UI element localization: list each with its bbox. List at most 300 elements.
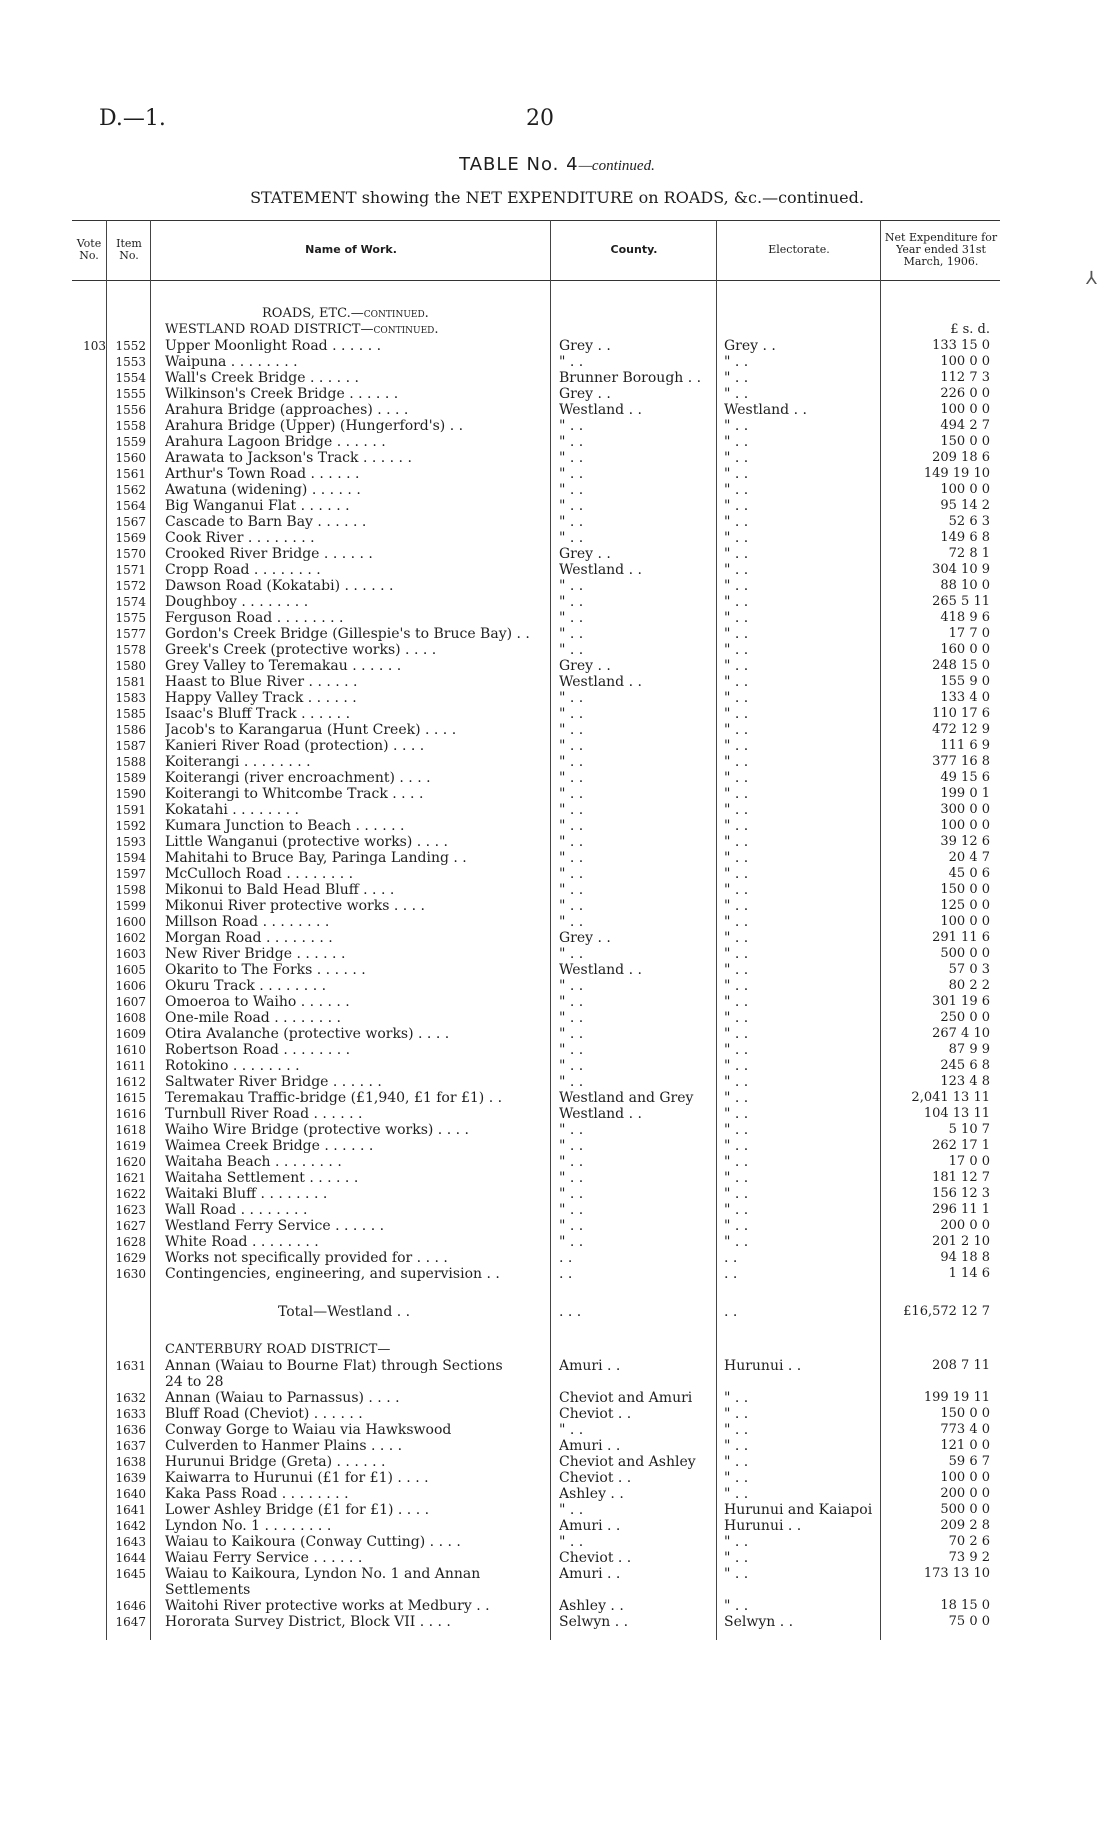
work-name: Annan (Waiau to Parnassus) . . . . [165,1390,400,1406]
table-row [72,1614,1000,1630]
item-number: 1612 [115,1075,146,1089]
net-expenditure: 472 12 9 [932,722,990,737]
electorate: " . . [724,450,749,466]
item-number: 1647 [115,1615,146,1629]
spacer [72,1320,1000,1342]
electorate: " . . [724,850,749,866]
table-row [72,738,1000,754]
electorate: " . . [724,610,749,626]
electorate: " . . [724,1058,749,1074]
work-name: Waipuna . . . . . . . . [165,354,298,370]
item-number: 1643 [115,1535,146,1549]
net-expenditure: 250 0 0 [940,1010,990,1025]
table-row [72,1422,1000,1438]
work-name: Arahura Bridge (Upper) (Hungerford's) . . [165,418,464,434]
work-name: Ferguson Road . . . . . . . . [165,610,344,626]
electorate: " . . [724,498,749,514]
item-number: 1580 [115,659,146,673]
electorate: " . . [724,898,749,914]
net-expenditure: 377 16 8 [932,754,990,769]
net-expenditure: 80 2 2 [948,978,990,993]
item-number: 1619 [115,1139,146,1153]
table-row [72,1486,1000,1502]
net-expenditure: 1 14 6 [948,1266,990,1281]
electorate: " . . [724,1170,749,1186]
county: Ashley . . [559,1486,624,1502]
work-name: Robertson Road . . . . . . . . [165,1042,351,1058]
electorate: " . . [724,1234,749,1250]
county: . . [559,1250,573,1266]
county: " . . [559,578,584,594]
table-row [72,962,1000,978]
work-name: Happy Valley Track . . . . . . [165,690,357,706]
work-name: Waimea Creek Bridge . . . . . . [165,1138,374,1154]
net-expenditure: 17 7 0 [948,626,990,641]
total-westland-county: . . . [559,1304,582,1320]
county: Cheviot . . [559,1470,632,1486]
work-name: Conway Gorge to Waiau via Hawkswood [165,1422,452,1438]
table-row [72,562,1000,578]
work-name: New River Bridge . . . . . . [165,946,346,962]
net-expenditure: 72 8 1 [948,546,990,561]
county: . . [559,1266,573,1282]
table-row [72,354,1000,370]
county: Amuri . . [559,1518,621,1534]
work-name: Crooked River Bridge . . . . . . [165,546,373,562]
work-name: Okarito to The Forks . . . . . . [165,962,366,978]
table-row [72,1058,1000,1074]
table-row [72,1454,1000,1470]
page-number: 20 [526,106,554,131]
county: " . . [559,1154,584,1170]
net-expenditure: 262 17 1 [932,1138,990,1153]
county: Grey . . [559,658,611,674]
electorate: " . . [724,1074,749,1090]
net-expenditure: 208 7 11 [932,1358,990,1373]
county: Westland . . [559,962,642,978]
work-name: Waiau Ferry Service . . . . . . [165,1550,363,1566]
table-row [72,850,1000,866]
county: Cheviot and Amuri [559,1390,693,1406]
work-name: Waitaha Beach . . . . . . . . [165,1154,342,1170]
item-number: 1636 [115,1423,146,1437]
electorate: " . . [724,1390,749,1406]
expenditure-table [72,220,1000,1640]
table-body [72,306,1000,1630]
item-number: 1585 [115,707,146,721]
electorate: " . . [724,1154,749,1170]
total-westland-row [72,1304,1000,1320]
table-row [72,690,1000,706]
district-canterbury-row [72,1342,1000,1358]
work-name: Otira Avalanche (protective works) . . . . [165,1026,450,1042]
electorate: " . . [724,946,749,962]
county: " . . [559,482,584,498]
electorate: " . . [724,658,749,674]
table-row [72,338,1000,354]
electorate: " . . [724,482,749,498]
electorate: " . . [724,1406,749,1422]
electorate: " . . [724,466,749,482]
county: " . . [559,434,584,450]
county: " . . [559,1534,584,1550]
item-number: 1577 [115,627,146,641]
county: " . . [559,1010,584,1026]
table-row [72,1438,1000,1454]
net-expenditure: 149 6 8 [940,530,990,545]
electorate: " . . [724,1486,749,1502]
electorate: " . . [724,1186,749,1202]
col-name-label: Name of Work. [305,243,397,256]
electorate: " . . [724,1438,749,1454]
county: " . . [559,642,584,658]
table-row [72,946,1000,962]
table-row [72,530,1000,546]
table-row [72,546,1000,562]
electorate: " . . [724,418,749,434]
net-expenditure: 104 13 11 [923,1106,990,1121]
table-row [72,1502,1000,1518]
net-expenditure: 94 18 8 [940,1250,990,1265]
work-name: Isaac's Bluff Track . . . . . . [165,706,351,722]
county: " . . [559,1170,584,1186]
item-number: 1571 [115,563,146,577]
county: " . . [559,594,584,610]
item-number: 1560 [115,451,146,465]
work-name: Arthur's Town Road . . . . . . [165,466,360,482]
electorate: " . . [724,530,749,546]
item-number: 1578 [115,643,146,657]
net-expenditure: 248 15 0 [932,658,990,673]
net-expenditure: 150 0 0 [940,882,990,897]
item-number: 1602 [115,931,146,945]
county: " . . [559,898,584,914]
work-name: Grey Valley to Teremakau . . . . . . [165,658,402,674]
table-row [72,514,1000,530]
electorate: " . . [724,626,749,642]
county: " . . [559,1026,584,1042]
net-expenditure: 200 0 0 [940,1218,990,1233]
net-expenditure: 201 2 10 [932,1234,990,1249]
net-expenditure: 59 6 7 [948,1454,990,1469]
electorate: " . . [724,978,749,994]
item-number: 1583 [115,691,146,705]
net-expenditure: 17 0 0 [948,1154,990,1169]
item-number: 1610 [115,1043,146,1057]
net-expenditure: 245 6 8 [940,1058,990,1073]
county: Grey . . [559,338,611,354]
county: " . . [559,818,584,834]
section-heading: ROADS, ETC.—continued. [262,306,429,321]
westland-rows [72,338,1000,1282]
net-expenditure: 199 0 1 [940,786,990,801]
electorate: " . . [724,1218,749,1234]
county: " . . [559,754,584,770]
item-number: 1574 [115,595,146,609]
electorate: " . . [724,1090,749,1106]
item-number: 1554 [115,371,146,385]
item-number: 1570 [115,547,146,561]
item-number: 1593 [115,835,146,849]
electorate: Hurunui . . [724,1518,802,1534]
electorate: " . . [724,770,749,786]
work-name: Koiterangi (river encroachment) . . . . [165,770,431,786]
work-name: Arahura Bridge (approaches) . . . . [165,402,409,418]
table-row [72,578,1000,594]
table-row [72,594,1000,610]
document-code: D.—1. [99,106,166,131]
county: " . . [559,1058,584,1074]
county: Cheviot . . [559,1406,632,1422]
electorate: " . . [724,1534,749,1550]
net-expenditure: 100 0 0 [940,914,990,929]
net-expenditure: 95 14 2 [940,498,990,513]
table-row [72,626,1000,642]
total-westland-electorate: . . [724,1304,738,1320]
net-expenditure: 150 0 0 [940,1406,990,1421]
net-expenditure: 133 15 0 [932,338,990,353]
item-number: 1575 [115,611,146,625]
electorate: " . . [724,642,749,658]
net-expenditure: 123 4 8 [940,1074,990,1089]
net-expenditure: 39 12 6 [940,834,990,849]
net-expenditure: 267 4 10 [932,1026,990,1041]
work-name: Kumara Junction to Beach . . . . . . [165,818,405,834]
item-number: 1616 [115,1107,146,1121]
net-expenditure: 181 12 7 [932,1170,990,1185]
work-name: Lyndon No. 1 . . . . . . . . [165,1518,332,1534]
electorate: " . . [724,1026,749,1042]
work-name: Contingencies, engineering, and supervision . . [165,1266,500,1282]
item-number: 1590 [115,787,146,801]
county: " . . [559,1234,584,1250]
work-name: Haast to Blue River . . . . . . [165,674,358,690]
table-row [72,1106,1000,1122]
county: Westland . . [559,402,642,418]
item-number: 1644 [115,1551,146,1565]
table-row [72,1010,1000,1026]
electorate: " . . [724,786,749,802]
work-name: Upper Moonlight Road . . . . . . [165,338,382,354]
electorate: " . . [724,1122,749,1138]
county: Grey . . [559,386,611,402]
currency-header: £ s. d. [950,322,990,337]
county: " . . [559,738,584,754]
work-name: Turnbull River Road . . . . . . [165,1106,363,1122]
item-number: 1638 [115,1455,146,1469]
item-number: 1620 [115,1155,146,1169]
table-row [72,818,1000,834]
item-number: 1627 [115,1219,146,1233]
net-expenditure: 209 18 6 [932,450,990,465]
work-name: Westland Ferry Service . . . . . . [165,1218,385,1234]
work-name: Kaka Pass Road . . . . . . . . [165,1486,349,1502]
table-row [72,1250,1000,1266]
work-name: Kokatahi . . . . . . . . [165,802,300,818]
work-name: Mikonui River protective works . . . . [165,898,425,914]
work-name: Millson Road . . . . . . . . [165,914,330,930]
item-number: 1605 [115,963,146,977]
county: " . . [559,994,584,1010]
item-number: 1629 [115,1251,146,1265]
item-number: 1555 [115,387,146,401]
item-number: 1622 [115,1187,146,1201]
county: " . . [559,914,584,930]
margin-mark: ⅄ [1086,268,1097,289]
table-row [72,930,1000,946]
electorate: " . . [724,722,749,738]
county: " . . [559,706,584,722]
col-electorate: Electorate. [768,243,830,256]
electorate: " . . [724,1550,749,1566]
work-name: Okuru Track . . . . . . . . [165,978,327,994]
county: Westland . . [559,674,642,690]
net-expenditure: 75 0 0 [948,1614,990,1629]
net-expenditure: 773 4 0 [940,1422,990,1437]
table-row [72,658,1000,674]
item-number: 1632 [115,1391,146,1405]
county: " . . [559,450,584,466]
work-name: Cropp Road . . . . . . . . [165,562,321,578]
table-row [72,1266,1000,1282]
item-number: 1611 [115,1059,146,1073]
table-row [72,610,1000,626]
work-name: Hororata Survey District, Block VII . . . . [165,1614,451,1630]
item-number: 1603 [115,947,146,961]
item-number: 1586 [115,723,146,737]
electorate: " . . [724,434,749,450]
county: " . . [559,498,584,514]
table-row [72,1470,1000,1486]
county: " . . [559,882,584,898]
county: " . . [559,1218,584,1234]
table-row [72,674,1000,690]
electorate: " . . [724,802,749,818]
net-expenditure: 100 0 0 [940,1470,990,1485]
table-row [72,1218,1000,1234]
table-row [72,482,1000,498]
table-row [72,834,1000,850]
item-number: 1631 [115,1359,146,1373]
table-row [72,802,1000,818]
net-expenditure: 200 0 0 [940,1486,990,1501]
net-expenditure: 209 2 8 [940,1518,990,1533]
county: " . . [559,802,584,818]
county: " . . [559,786,584,802]
table-row [72,1550,1000,1566]
electorate: Grey . . [724,338,776,354]
county: " . . [559,978,584,994]
county: Amuri . . [559,1566,621,1582]
net-expenditure: 100 0 0 [940,818,990,833]
work-name: McCulloch Road . . . . . . . . [165,866,354,882]
table-row [72,1534,1000,1550]
work-name: Annan (Waiau to Bourne Flat) through Sections 24 to 28 [165,1358,503,1390]
county: " . . [559,626,584,642]
table-row [72,1598,1000,1614]
net-expenditure: 296 11 1 [932,1202,990,1217]
spacer [72,1282,1000,1304]
work-name: Hurunui Bridge (Greta) . . . . . . [165,1454,386,1470]
net-expenditure: 110 17 6 [932,706,990,721]
vote-number: 103 [83,339,106,353]
table-row [72,754,1000,770]
county: " . . [559,354,584,370]
net-expenditure: 121 0 0 [940,1438,990,1453]
col-item: Item No. [116,237,142,262]
electorate: " . . [724,738,749,754]
table-row [72,1090,1000,1106]
net-expenditure: 20 4 7 [948,850,990,865]
item-number: 1646 [115,1599,146,1613]
net-expenditure: 57 0 3 [948,962,990,977]
net-expenditure: 291 11 6 [932,930,990,945]
net-expenditure: 301 19 6 [932,994,990,1009]
total-westland-label: Total—Westland . . [278,1304,411,1320]
table-row [72,1566,1000,1598]
electorate: " . . [724,818,749,834]
table-row [72,1234,1000,1250]
table-row [72,1202,1000,1218]
item-number: 1569 [115,531,146,545]
electorate: " . . [724,866,749,882]
district-westland: WESTLAND ROAD DISTRICT—continued. [165,322,439,337]
table-row [72,370,1000,386]
net-expenditure: 300 0 0 [940,802,990,817]
electorate: " . . [724,914,749,930]
work-name: Koiterangi . . . . . . . . [165,754,311,770]
item-number: 1553 [115,355,146,369]
district-heading-row [72,322,1000,338]
work-name: Arawata to Jackson's Track . . . . . . [165,450,412,466]
county: " . . [559,1122,584,1138]
county: " . . [559,1202,584,1218]
net-expenditure: 5 10 7 [948,1122,990,1137]
county: " . . [559,466,584,482]
electorate: " . . [724,1202,749,1218]
item-number: 1628 [115,1235,146,1249]
item-number: 1588 [115,755,146,769]
work-name: Jacob's to Karangarua (Hunt Creek) . . . . [165,722,457,738]
county: " . . [559,1042,584,1058]
work-name: Waiho Wire Bridge (protective works) . . . . [165,1122,469,1138]
county: Ashley . . [559,1598,624,1614]
electorate: " . . [724,930,749,946]
work-name: Doughboy . . . . . . . . [165,594,309,610]
county: " . . [559,1138,584,1154]
county: Amuri . . [559,1438,621,1454]
item-number: 1637 [115,1439,146,1453]
col-vote: Vote No. [76,237,102,262]
work-name: Morgan Road . . . . . . . . [165,930,333,946]
item-number: 1606 [115,979,146,993]
net-expenditure: 52 6 3 [948,514,990,529]
county: Brunner Borough . . [559,370,702,386]
item-number: 1645 [115,1567,146,1581]
work-name: Big Wanganui Flat . . . . . . [165,498,350,514]
electorate: " . . [724,546,749,562]
county: " . . [559,770,584,786]
net-expenditure: 100 0 0 [940,354,990,369]
item-number: 1589 [115,771,146,785]
county: Grey . . [559,930,611,946]
electorate: " . . [724,882,749,898]
canterbury-rows [72,1358,1000,1630]
county: " . . [559,530,584,546]
table-top-rule [72,220,1000,221]
electorate: . . [724,1250,738,1266]
table-row [72,434,1000,450]
